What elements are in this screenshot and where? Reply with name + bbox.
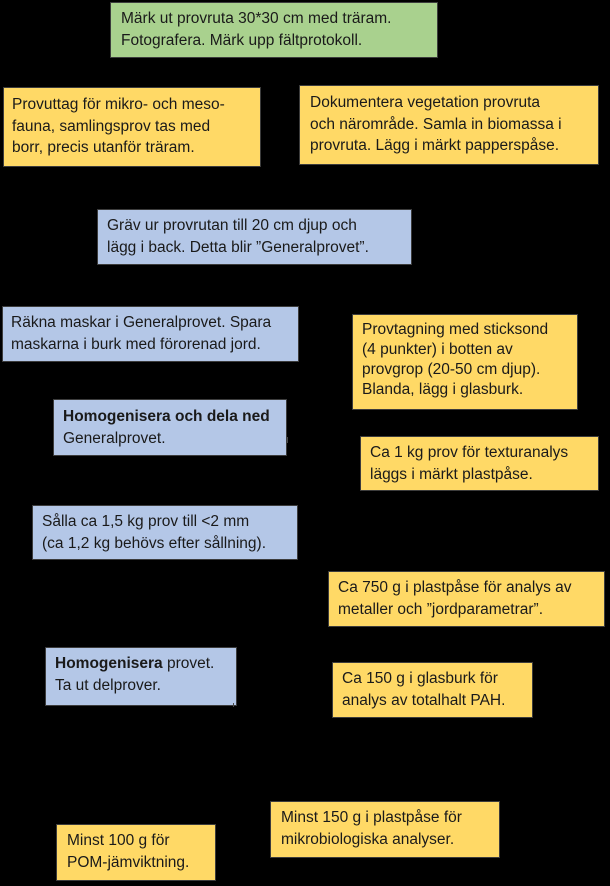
box-text: Ta ut delprover.	[55, 676, 161, 694]
box-text: provet.	[162, 655, 215, 672]
box-text: (ca 1,2 kg behövs efter sållning).	[42, 534, 267, 552]
box-text: Generalprovet.	[63, 429, 166, 447]
box-text: Ca 750 g i plastpåse för analys av	[338, 579, 572, 596]
box-text-line	[55, 653, 227, 675]
mark-sample-square-box	[110, 2, 438, 58]
box-text: Dokumentera vegetation provruta	[310, 94, 541, 111]
sieve-sample-box	[32, 505, 298, 560]
box-text: Ca 1 kg prov för texturanalys	[370, 444, 569, 461]
box-text: lägg i back. Detta blir ”Generalprovet”.	[107, 238, 369, 256]
homogenize-subsample-box	[45, 647, 237, 706]
box-text: läggs i märkt plastpåse.	[370, 465, 533, 483]
homogenize-divide-box	[53, 399, 287, 456]
metals-sample-box	[328, 571, 605, 627]
box-text: Minst 100 g för	[67, 832, 170, 849]
box-text: Räkna maskar i Generalprovet. Spara	[11, 314, 272, 331]
box-text: POM-jämviktning.	[67, 853, 190, 871]
box-text: provgrop (20-50 cm djup).	[362, 361, 541, 379]
box-text: Provuttag för mikro- och meso-	[12, 96, 225, 113]
microbiology-sample-box	[270, 801, 500, 858]
box-text: Blanda, lägg i glasburk.	[362, 381, 524, 399]
box-text: Fotografera. Märk upp fältprotokoll.	[121, 31, 363, 49]
texture-sample-box	[360, 436, 599, 491]
box-text: fauna, samlingsprov tas med	[12, 117, 211, 135]
box-text: och närområde. Samla in biomassa i	[310, 115, 562, 133]
box-text: metaller och ”jordparametrar”.	[338, 600, 544, 618]
dig-square-box	[97, 209, 412, 265]
box-text-bold: Homogenisera	[55, 655, 163, 672]
box-text: borr, precis utanför träram.	[12, 139, 195, 157]
box-text: Sålla ca 1,5 kg prov till <2 mm	[42, 513, 250, 530]
probe-sampling-box	[352, 314, 578, 410]
pah-sample-box	[332, 662, 533, 718]
box-text: mikrobiologiska analyser.	[281, 830, 455, 848]
connector-stub	[287, 437, 288, 443]
fauna-sampling-box	[3, 87, 261, 167]
pom-sample-box	[56, 824, 216, 881]
box-text: analys av totalhalt PAH.	[342, 691, 506, 709]
box-text: Ca 150 g i glasburk för	[342, 670, 498, 687]
document-vegetation-box	[299, 85, 599, 165]
box-text: Provtagning med sticksond	[362, 321, 549, 338]
box-text-bold: Homogenisera och dela ned	[63, 408, 270, 425]
box-text: provruta. Lägg i märkt papperspåse.	[310, 137, 559, 155]
box-text: maskarna i burk med förorenad jord.	[11, 335, 261, 353]
connector-stub	[233, 703, 234, 707]
count-worms-box	[2, 306, 299, 362]
box-text: (4 punkter) i botten av	[362, 341, 513, 359]
box-text: Märk ut provruta 30*30 cm med träram.	[121, 10, 392, 27]
box-text: Minst 150 g i plastpåse för	[281, 809, 462, 826]
box-text: Gräv ur provrutan till 20 cm djup och	[107, 217, 357, 234]
